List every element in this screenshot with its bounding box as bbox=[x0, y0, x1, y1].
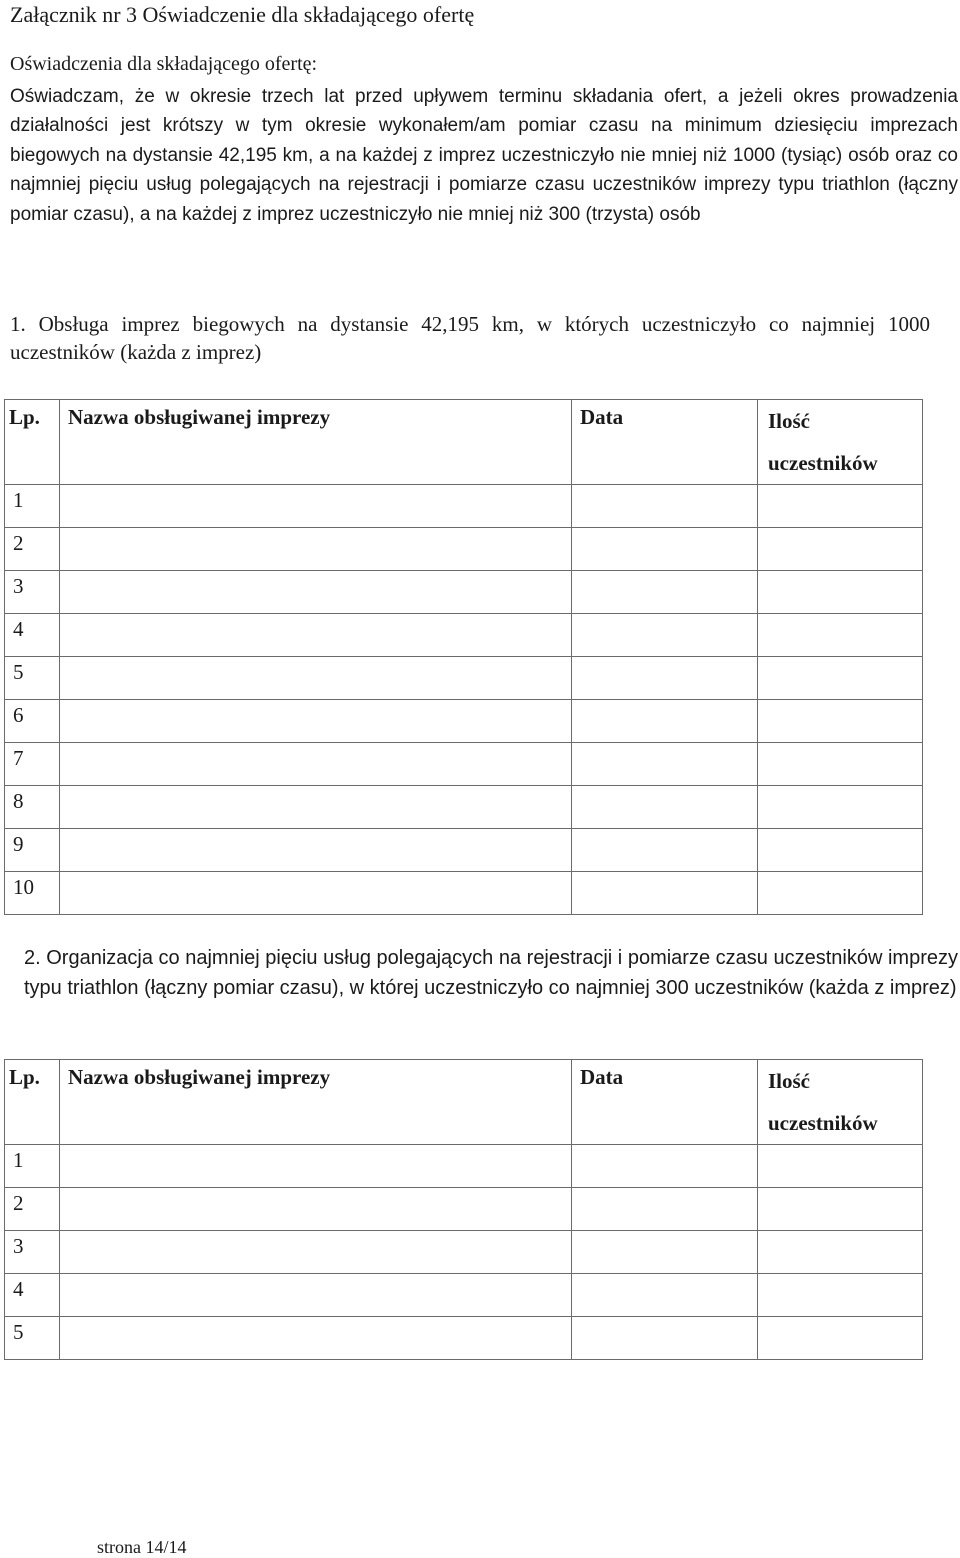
cell-participant-count[interactable] bbox=[758, 485, 923, 528]
triathlon-events-body bbox=[5, 1145, 923, 1360]
declaration-heading: Oświadczenia dla składającego ofertę: bbox=[10, 53, 318, 75]
cell-participant-count[interactable] bbox=[758, 829, 923, 872]
row-number: 2 bbox=[13, 1191, 24, 1215]
cell-date[interactable] bbox=[572, 528, 758, 571]
header-count-label-1: Ilość bbox=[768, 1069, 810, 1093]
table-row bbox=[5, 1145, 923, 1188]
header-date-label: Data bbox=[580, 1065, 624, 1089]
cell-event-name[interactable] bbox=[60, 614, 572, 657]
cell-lp bbox=[5, 1231, 60, 1274]
cell-event-name[interactable] bbox=[60, 786, 572, 829]
page-number: strona 14/14 bbox=[97, 1537, 187, 1557]
header-count-label-2: uczestników bbox=[768, 1111, 878, 1135]
cell-date[interactable] bbox=[572, 1274, 758, 1317]
header-lp bbox=[5, 400, 60, 485]
triathlon-events-table bbox=[4, 1059, 923, 1360]
cell-event-name[interactable] bbox=[60, 1231, 572, 1274]
cell-date[interactable] bbox=[572, 1317, 758, 1360]
cell-participant-count[interactable] bbox=[758, 786, 923, 829]
cell-date[interactable] bbox=[572, 1145, 758, 1188]
cell-date[interactable] bbox=[572, 485, 758, 528]
cell-date[interactable] bbox=[572, 614, 758, 657]
header-date bbox=[572, 400, 758, 485]
header-event-name-label: Nazwa obsługiwanej imprezy bbox=[68, 405, 331, 429]
cell-event-name[interactable] bbox=[60, 571, 572, 614]
cell-participant-count[interactable] bbox=[758, 1274, 923, 1317]
header-date bbox=[572, 1060, 758, 1145]
cell-participant-count[interactable] bbox=[758, 657, 923, 700]
cell-lp bbox=[5, 1145, 60, 1188]
cell-participant-count[interactable] bbox=[758, 571, 923, 614]
header-event-name-label: Nazwa obsługiwanej imprezy bbox=[68, 1065, 331, 1089]
cell-date[interactable] bbox=[572, 1188, 758, 1231]
marathon-events-body bbox=[5, 485, 923, 915]
cell-participant-count[interactable] bbox=[758, 614, 923, 657]
row-number: 4 bbox=[13, 1277, 24, 1301]
section-1-title: 1. Obsługa imprez biegowych na dystansie 42,195 km, w których uczestniczyło co najmniej 1000 uczestników (każda z imprez) bbox=[10, 312, 930, 364]
cell-lp bbox=[5, 1274, 60, 1317]
header-lp-label: Lp. bbox=[9, 405, 40, 429]
cell-date[interactable] bbox=[572, 571, 758, 614]
declaration-text-part-2: mniej niż 1000 (tysiąc) osób oraz co najmniej pięciu usług polegających na rejestracji i pomiarze czasu uczestników imprezy typu triathlon (łączny pomiar czasu), a na każdej z imprez uczestniczyło nie mniej niż 300 (trzysta) osób bbox=[10, 144, 958, 225]
row-number: 6 bbox=[13, 703, 24, 727]
cell-date[interactable] bbox=[572, 1231, 758, 1274]
cell-participant-count[interactable] bbox=[758, 743, 923, 786]
header-event-name bbox=[60, 400, 572, 485]
row-number: 9 bbox=[13, 832, 24, 856]
cell-participant-count[interactable] bbox=[758, 1188, 923, 1231]
cell-lp bbox=[5, 1317, 60, 1360]
cell-event-name[interactable] bbox=[60, 1188, 572, 1231]
cell-participant-count[interactable] bbox=[758, 1317, 923, 1360]
row-number: 5 bbox=[13, 660, 24, 684]
table-row bbox=[5, 1317, 923, 1360]
cell-date[interactable] bbox=[572, 872, 758, 915]
cell-date[interactable] bbox=[572, 829, 758, 872]
cell-lp bbox=[5, 485, 60, 528]
header-participant-count bbox=[758, 1060, 923, 1145]
cell-lp bbox=[5, 657, 60, 700]
cell-lp bbox=[5, 786, 60, 829]
table-row bbox=[5, 1231, 923, 1274]
cell-lp bbox=[5, 743, 60, 786]
row-number: 1 bbox=[13, 488, 24, 512]
section-2-title: 2. Organizacja co najmniej pięciu usług polegających na rejestracji i pomiarze czasu uczestników imprezy typu triathlon (łączny pomiar czasu), w której uczestniczyło co najmniej 300 uczestników (każda z imprez) bbox=[24, 947, 958, 999]
cell-lp bbox=[5, 872, 60, 915]
cell-lp bbox=[5, 829, 60, 872]
header-count-label-2: uczestników bbox=[768, 451, 878, 475]
cell-event-name[interactable] bbox=[60, 1145, 572, 1188]
row-number: 7 bbox=[13, 746, 24, 770]
table-row bbox=[5, 571, 923, 614]
cell-event-name[interactable] bbox=[60, 485, 572, 528]
table-row bbox=[5, 829, 923, 872]
cell-date[interactable] bbox=[572, 786, 758, 829]
table-row bbox=[5, 657, 923, 700]
table-row bbox=[5, 1188, 923, 1231]
cell-participant-count[interactable] bbox=[758, 528, 923, 571]
cell-lp bbox=[5, 700, 60, 743]
cell-participant-count[interactable] bbox=[758, 700, 923, 743]
cell-event-name[interactable] bbox=[60, 657, 572, 700]
cell-lp bbox=[5, 614, 60, 657]
header-date-label: Data bbox=[580, 405, 624, 429]
cell-lp bbox=[5, 1188, 60, 1231]
row-number: 2 bbox=[13, 531, 24, 555]
table-row bbox=[5, 700, 923, 743]
table-row bbox=[5, 1274, 923, 1317]
cell-event-name[interactable] bbox=[60, 872, 572, 915]
table-row bbox=[5, 528, 923, 571]
row-number: 3 bbox=[13, 1234, 24, 1258]
row-number: 8 bbox=[13, 789, 24, 813]
table-row bbox=[5, 786, 923, 829]
table-row bbox=[5, 743, 923, 786]
header-lp-label: Lp. bbox=[9, 1065, 40, 1089]
cell-participant-count[interactable] bbox=[758, 1231, 923, 1274]
row-number: 1 bbox=[13, 1148, 24, 1172]
declaration-intro bbox=[10, 52, 958, 229]
document-title: Załącznik nr 3 Oświadczenie dla składającego ofertę bbox=[10, 2, 475, 27]
cell-event-name[interactable] bbox=[60, 1317, 572, 1360]
header-lp bbox=[5, 1060, 60, 1145]
table-row bbox=[5, 614, 923, 657]
header-participant-count bbox=[758, 400, 923, 485]
cell-date[interactable] bbox=[572, 657, 758, 700]
table-row bbox=[5, 485, 923, 528]
row-number: 5 bbox=[13, 1320, 24, 1344]
cell-participant-count[interactable] bbox=[758, 872, 923, 915]
header-count-label-1: Ilość bbox=[768, 409, 810, 433]
declaration-text-part-1: Oświadczam, że w okresie trzech lat przed upływem terminu składania ofert, a jeżeli okres prowadzenia działalności jest krótszy w tym okresie wykonałem/am pomiar czasu na minimum dziesięciu imprezach biegowych na dystansie 42,195 km, a na każdej z imprez uczestniczyło nie bbox=[10, 86, 958, 166]
cell-lp bbox=[5, 571, 60, 614]
cell-event-name[interactable] bbox=[60, 700, 572, 743]
row-number: 3 bbox=[13, 574, 24, 598]
table-header-row bbox=[5, 1060, 923, 1145]
cell-event-name[interactable] bbox=[60, 1274, 572, 1317]
header-event-name bbox=[60, 1060, 572, 1145]
declaration-body bbox=[10, 82, 958, 229]
cell-event-name[interactable] bbox=[60, 829, 572, 872]
row-number: 4 bbox=[13, 617, 24, 641]
cell-date[interactable] bbox=[572, 700, 758, 743]
cell-lp bbox=[5, 528, 60, 571]
table-header-row bbox=[5, 400, 923, 485]
table-row bbox=[5, 872, 923, 915]
cell-date[interactable] bbox=[572, 743, 758, 786]
cell-event-name[interactable] bbox=[60, 743, 572, 786]
cell-event-name[interactable] bbox=[60, 528, 572, 571]
marathon-events-table bbox=[4, 399, 923, 915]
row-number: 10 bbox=[13, 875, 34, 899]
cell-participant-count[interactable] bbox=[758, 1145, 923, 1188]
